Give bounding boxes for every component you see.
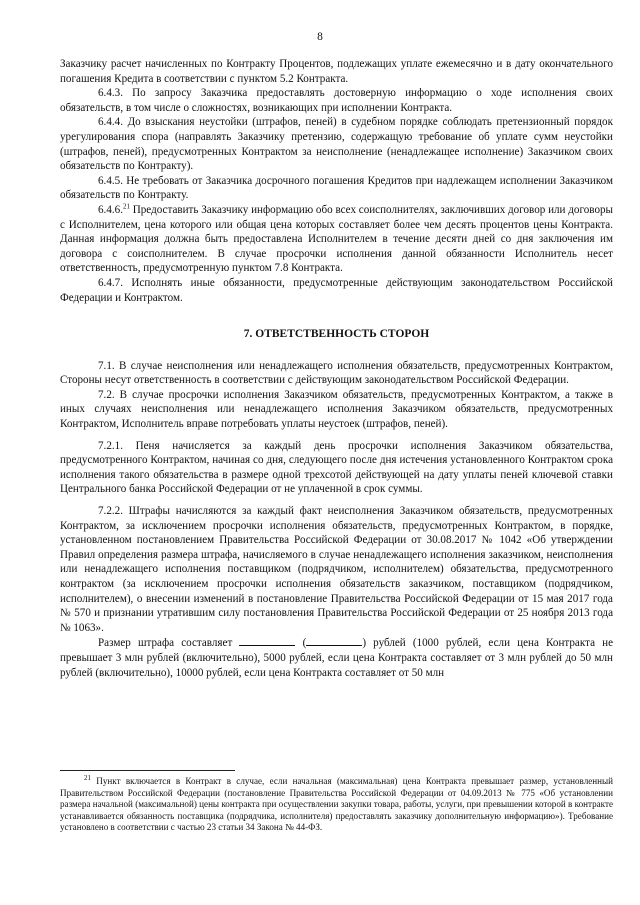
paragraph-6-4-6-text: Предоставить Заказчику информацию обо всех соисполнителях, заключивших договор или договоры с Исполнителем, цена которого или общая цена которых составляет более чем десять процентов цены Контракта. Данная информация должна быть предоставлена Исполнителем в течение десяти дней со дня заключения им договора с соисполнителем. В случае просрочки исполнения данной обязанности Исполнитель несет ответственность, предусмотренную пунктом 7.8 Контракта.	[60, 203, 613, 275]
footnote-number: 21	[84, 773, 91, 782]
footnote-divider	[60, 770, 235, 771]
section-7-heading: 7. ОТВЕТСТВЕННОСТЬ СТОРОН	[243, 328, 430, 341]
paragraph-6-4-6	[60, 203, 613, 276]
fine-amount-blank[interactable]	[239, 635, 295, 646]
paragraph-6-4-4: 6.4.4. До взыскания неустойки (штрафов, пеней) в судебном порядке соблюдать претензионный порядок урегулирования спора (направлять Заказчику претензию, содержащую требование об уплате сумм неустойки (штрафов, пеней), предусмотренных Контрактом за неисполнение (ненадлежащее исполнение) Заказчиком своих обязательств по Контракту).	[60, 116, 613, 173]
paragraph-6-4-5: 6.4.5. Не требовать от Заказчика досрочного погашения Кредитов при надлежащем исполнении Заказчиком обязательств по Контракту.	[60, 174, 613, 202]
footnote-21	[60, 773, 613, 834]
paragraph-6-4-3: 6.4.3. По запросу Заказчика предоставлять достоверную информацию о ходе исполнения своих обязательств, в том числе о сложностях, возникающих при исполнении Контракта.	[60, 87, 613, 114]
paragraph-6-4-6-number: 6.4.6.	[98, 203, 123, 216]
footnote-ref-21[interactable]: 21	[122, 202, 130, 211]
paragraph-7-2-2: 7.2.2. Штрафы начисляются за каждый факт неисполнения Заказчиком обязательств, предусмотренных Контрактом, за исключением просрочки исполнения обязательств, предусмотренных Контрактом, в порядке, установленном постановлением Правительства Российской Федерации от 30.08.2017 № 1042 «Об утверждении Правил определения размера штрафа, начисляемого в случае ненадлежащего исполнения заказчиком, неисполнения или ненадлежащего исполнения поставщиком (подрядчиком, исполнителем) обязательства, предусмотренного контрактом (за исключением просрочки исполнения обязательств заказчиком, поставщиком (подрядчиком, исполнителем), о внесении изменений в постановление Правительства Российской Федерации от 15 мая 2017 года № 570 и признании утратившим силу постановления Правительства Российской Федерации от 25 ноября 2013 года № 1063».	[60, 505, 613, 634]
paragraph-7-2-1: 7.2.1. Пеня начисляется за каждый день просрочки исполнения Заказчиком обязательства, предусмотренного Контрактом, начиная со дня, следующего после дня истечения установленного Контрактом срока исполнения такого обязательства в размере одной трехсотой действующей на дату уплаты пеней ключевой ставки Центрального банка Российской Федерации от не уплаченной в срок суммы.	[60, 439, 613, 496]
paragraph-7-2: 7.2. В случае просрочки исполнения Заказчиком обязательств, предусмотренных Контрактом, а также в иных случаях неисполнения или ненадлежащего исполнения Заказчиком обязательств, предусмотренных Контрактом, Исполнитель вправе потребовать уплаты неустоек (штрафов, пеней).	[60, 388, 613, 431]
paragraph-fine-size: Размер штрафа составляет ( ) рублей (1000 рублей, если цена Контракта не превышает 3 млн рублей (включительно), 5000 рублей, если цена Контракта составляет от 3 млн рублей до 50 млн рублей (включительно), 10000 рублей, если цена Контракта составляет от 50 млн	[60, 637, 614, 679]
footnote-text: Пункт включается в Контракт в случае, если начальная (максимальная) цена Контракта превышает размер, установленный Правительством Российской Федерации (постановление Правительства Российской Федерации от 04.09.2013 № 775 «Об установлении размера начальной (максимальной) цены контракта при осуществлении закупки товара, работы, услуги, при превышении которой в контракте устанавливается обязанность поставщика (подрядчика, исполнителя) предоставлять заказчику дополнительную информацию»). Требование установлено в соответствии с частью 23 статьи 34 Закона № 44-ФЗ.	[60, 776, 613, 833]
paragraph-7-1: 7.1. В случае неисполнения или ненадлежащего исполнения обязательств, предусмотренных Контрактом, Стороны несут ответственность в соответствии с действующим законодательством Российской Федерации.	[60, 359, 613, 387]
paragraph-6-4-7: 6.4.7. Исполнять иные обязанности, предусмотренные действующим законодательством Российской Федерации и Контрактом.	[60, 276, 613, 304]
fine-amount-words-blank[interactable]	[306, 635, 362, 646]
paragraph-continuation: Заказчику расчет начисленных по Контракту Процентов, подлежащих уплате ежемесячно и в дату окончательного погашения Кредита в соответствии с пунктом 5.2 Контракта.	[60, 58, 613, 85]
page-number: 8	[317, 31, 323, 43]
document-body	[60, 57, 613, 680]
